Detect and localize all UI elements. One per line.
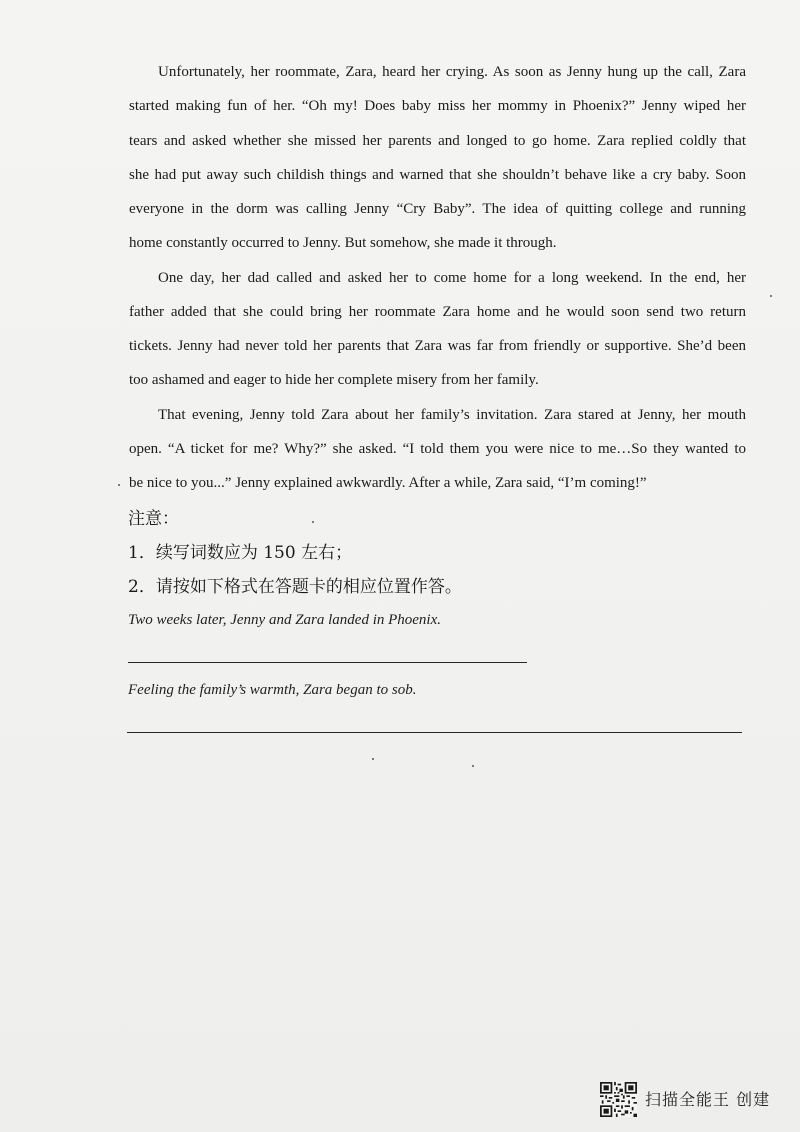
text-line: be nice to you...” Jenny explained awkwardly. After a while, Zara said, “I’m coming!” <box>129 475 647 491</box>
scan-speck <box>472 765 474 767</box>
watermark-text: 扫描全能王 创建 <box>645 1090 771 1109</box>
notes-heading: 注意： <box>128 509 179 529</box>
note-item: 1．续写词数应为 150 左右； <box>128 542 353 563</box>
text-line: everyone in the dorm was calling Jenny “Cry Baby”. The idea of quitting college and running <box>129 201 746 217</box>
text-line: too ashamed and eager to hide her complete misery from her family. <box>129 372 539 389</box>
text-line: she had put away such childish things and warned that she shouldn’t behave like a cry baby. Soon <box>129 166 746 183</box>
paragraph-3 <box>129 398 746 501</box>
scan-speck <box>312 521 314 523</box>
answer-line <box>127 732 742 733</box>
story-text <box>129 55 746 500</box>
text-line: That evening, Jenny told Zara about her family’s invitation. Zara stared at Jenny, her mouth <box>158 406 746 423</box>
text-line: father added that she could bring her roommate Zara home and he would soon send two return <box>129 303 746 320</box>
paragraph-1 <box>129 55 746 261</box>
answer-line <box>128 662 527 663</box>
qr-code-icon <box>600 1082 637 1117</box>
paragraph-2 <box>129 261 746 398</box>
note-item: 2．请按如下格式在答题卡的相应位置作答。 <box>128 576 462 597</box>
text-line: Unfortunately, her roommate, Zara, heard her crying. As soon as Jenny hung up the call, Zara <box>158 64 746 80</box>
text-line: One day, her dad called and asked her to come home for a long weekend. In the end, her <box>158 269 746 286</box>
text-line: open. “A ticket for me? Why?” she asked. “I told them you were nice to me…So they wanted to <box>129 440 746 457</box>
scan-speck <box>372 758 374 760</box>
scan-speck <box>118 484 120 486</box>
continuation-prompt-2: Feeling the family’s warmth, Zara began to sob. <box>128 682 417 698</box>
scan-speck <box>770 295 772 297</box>
text-line: home constantly occurred to Jenny. But somehow, she made it through. <box>129 235 557 252</box>
text-line: started making fun of her. “Oh my! Does baby miss her mommy in Phoenix?” Jenny wiped her <box>129 98 746 115</box>
text-line: tickets. Jenny had never told her parents that Zara was far from friendly or supportive. She’d been <box>129 338 746 354</box>
notes-section <box>128 503 688 604</box>
text-line: tears and asked whether she missed her parents and longed to go home. Zara replied coldly that <box>129 132 746 149</box>
continuation-prompt-1: Two weeks later, Jenny and Zara landed in Phoenix. <box>128 612 442 628</box>
